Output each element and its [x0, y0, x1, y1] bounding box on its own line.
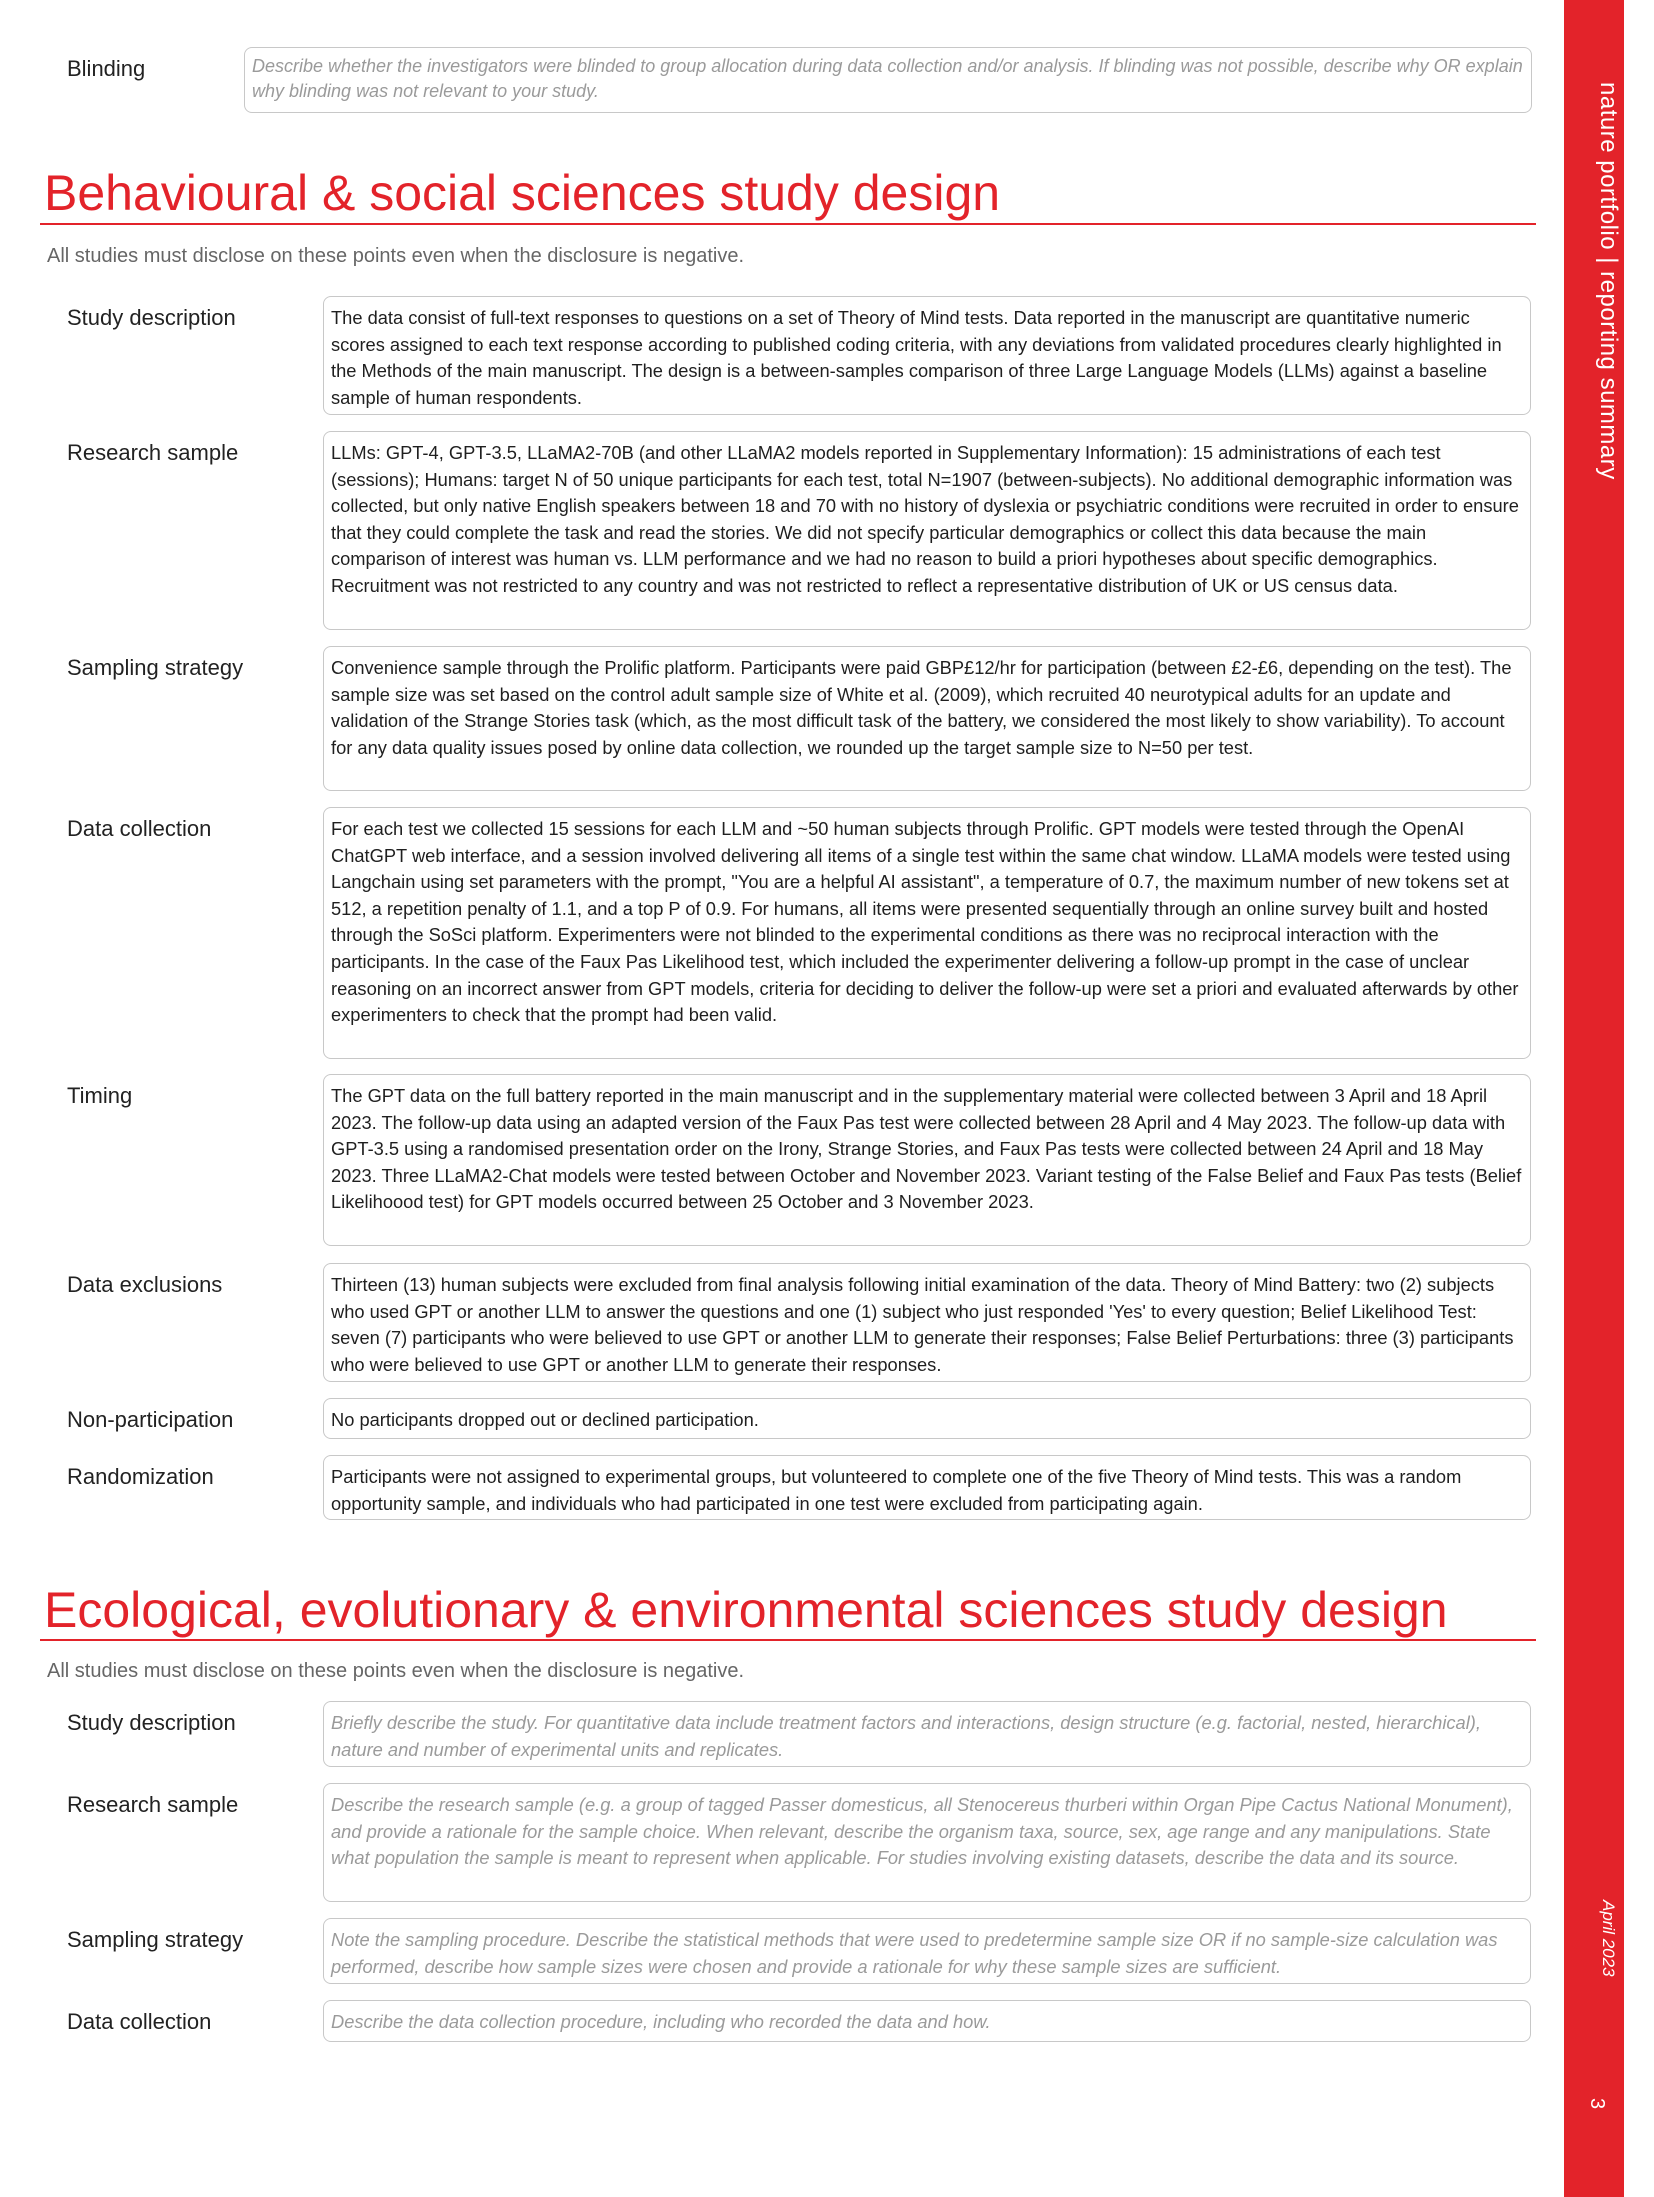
- section-title-ecological: Ecological, evolutionary & environmental sciences study design: [44, 1582, 1448, 1638]
- section-rule-behavioural: [40, 223, 1536, 225]
- field-eco-sampling-strategy[interactable]: Note the sampling procedure. Describe the statistical methods that were used to predetermine sample size OR if no sample-size calculation was performed, describe how sample sizes were chosen and provide a rationale for why these sample sizes are sufficient.: [323, 1918, 1531, 1984]
- field-research-sample[interactable]: LLMs: GPT-4, GPT-3.5, LLaMA2-70B (and other LLaMA2 models reported in Supplementary Information): 15 administrations of each test (sessions); Humans: target N of 50 unique participants for each test, total N=1907 (between-subjects). No additional demographic information was collected, but only native English speakers between 18 and 70 with no history of dyslexia or psychiatric conditions were recruited in order to ensure that they could complete the task and read the stories. We did not specify particular demographics or collect this data because the main comparison of interest was human vs. LLM performance and we had no reason to build a priori hypotheses about specific demographics. Recruitment was not restricted to any country and was not restricted to reflect a representative distribution of UK or US census data.: [323, 431, 1531, 630]
- row-label-eco-sampling-strategy: Sampling strategy: [67, 1927, 244, 1952]
- blinding-field[interactable]: Describe whether the investigators were blinded to group allocation during data collection and/or analysis. If blinding was not possible, describe why OR explain why blinding was not relevant to your study.: [244, 47, 1532, 113]
- row-label-timing: Timing: [67, 1083, 133, 1108]
- field-sampling-strategy[interactable]: Convenience sample through the Prolific platform. Participants were paid GBP£12/hr for participation (between £2-£6, depending on the test). The sample size was set based on the control adult sample size of White et al. (2009), which recruited 40 neurotypical adults for an update and validation of the Strange Stories task (which, as the most difficult task of the battery, we considered the most likely to show variability). To account for any data quality issues posed by online data collection, we rounded up the target sample size to N=50 per test.: [323, 646, 1531, 791]
- field-randomization[interactable]: Participants were not assigned to experimental groups, but volunteered to complete one of the five Theory of Mind tests. This was a random opportunity sample, and individuals who had participated in one test were excluded from participating again.: [323, 1455, 1531, 1520]
- field-eco-research-sample[interactable]: Describe the research sample (e.g. a group of tagged Passer domesticus, all Stenocereus thurberi within Organ Pipe Cactus National Monument), and provide a rationale for the sample choice. When relevant, describe the organism taxa, source, sex, age range and any manipulations. State what population the sample is meant to represent when applicable. For studies involving existing datasets, describe the data and its source.: [323, 1783, 1531, 1902]
- row-label-data-collection: Data collection: [67, 816, 212, 841]
- row-label-eco-research-sample: Research sample: [67, 1792, 239, 1817]
- disclosure-note-ecological: All studies must disclose on these points even when the disclosure is negative.: [47, 1660, 745, 1682]
- field-eco-data-collection[interactable]: Describe the data collection procedure, including who recorded the data and how.: [323, 2000, 1531, 2042]
- section-title-behavioural: Behavioural & social sciences study design: [44, 165, 1001, 221]
- field-eco-study-description[interactable]: Briefly describe the study. For quantitative data include treatment factors and interactions, design structure (e.g. factorial, nested, hierarchical), nature and number of experimental units and replicates.: [323, 1701, 1531, 1767]
- row-label-study-description: Study description: [67, 305, 236, 330]
- disclosure-note-behavioural: All studies must disclose on these points even when the disclosure is negative.: [47, 245, 745, 267]
- field-non-participation[interactable]: No participants dropped out or declined participation.: [323, 1398, 1531, 1439]
- sidebar-title: nature portfolio | reporting summary: [1595, 82, 1622, 480]
- field-study-description[interactable]: The data consist of full-text responses to questions on a set of Theory of Mind tests. Data reported in the manuscript are quantitative numeric scores assigned to each text response according to published coding criteria, with any deviations from validated procedures clearly highlighted in the Methods of the main manuscript. The design is a between-samples comparison of three Large Language Models (LLMs) against a baseline sample of human respondents.: [323, 296, 1531, 415]
- row-label-data-exclusions: Data exclusions: [67, 1272, 223, 1297]
- blinding-label: Blinding: [67, 56, 146, 81]
- field-data-collection[interactable]: For each test we collected 15 sessions for each LLM and ~50 human subjects through Prolific. GPT models were tested through the OpenAI ChatGPT web interface, and a session involved delivering all items of a single test within the same chat window. LLaMA models were tested using Langchain using set parameters with the prompt, "You are a helpful AI assistant", a temperature of 0.7, the maximum number of new tokens set at 512, a repetition penalty of 1.1, and a top P of 0.9. For humans, all items were presented sequentially through an online survey built and hosted through the SoSci platform. Experimenters were not blinded to the experimental conditions as there was no reciprocal interaction with the participants. In the case of the Faux Pas Likelihood test, which included the experimenter delivering a follow-up prompt in the case of unclear reasoning on an incorrect answer from GPT models, criteria for deciding to deliver the follow-up were set a priori and evaluated afterwards by other experimenters to check that the prompt had been valid.: [323, 807, 1531, 1059]
- section-rule-ecological: [40, 1639, 1536, 1641]
- row-label-randomization: Randomization: [67, 1464, 214, 1489]
- row-label-sampling-strategy: Sampling strategy: [67, 655, 244, 680]
- row-label-eco-data-collection: Data collection: [67, 2009, 212, 2034]
- row-label-research-sample: Research sample: [67, 440, 239, 465]
- field-timing[interactable]: The GPT data on the full battery reported in the main manuscript and in the supplementary material were collected between 3 April and 18 April 2023. The follow-up data using an adapted version of the Faux Pas test were collected between 28 April and 4 May 2023. The follow-up data with GPT-3.5 using a randomised presentation order on the Irony, Strange Stories, and Faux Pas tests were collected between 24 April and 18 May 2023. Three LLaMA2-Chat models were tested between October and November 2023. Variant testing of the False Belief and Faux Pas tests (Belief Likelihoood test) for GPT models occurred between 25 October and 3 November 2023.: [323, 1074, 1531, 1246]
- sidebar-date: April 2023: [1599, 1900, 1618, 1977]
- row-label-non-participation: Non-participation: [67, 1407, 234, 1432]
- field-data-exclusions[interactable]: Thirteen (13) human subjects were excluded from final analysis following initial examination of the data. Theory of Mind Battery: two (2) subjects who used GPT or another LLM to answer the questions and one (1) subject who just responded 'Yes' to every question; Belief Likelihood Test: seven (7) participants who were believed to use GPT or another LLM to generate their responses; False Belief Perturbations: three (3) participants who were believed to use GPT or another LLM to generate their responses.: [323, 1263, 1531, 1382]
- page-number: 3: [1586, 2098, 1608, 2110]
- row-label-eco-study-description: Study description: [67, 1710, 236, 1735]
